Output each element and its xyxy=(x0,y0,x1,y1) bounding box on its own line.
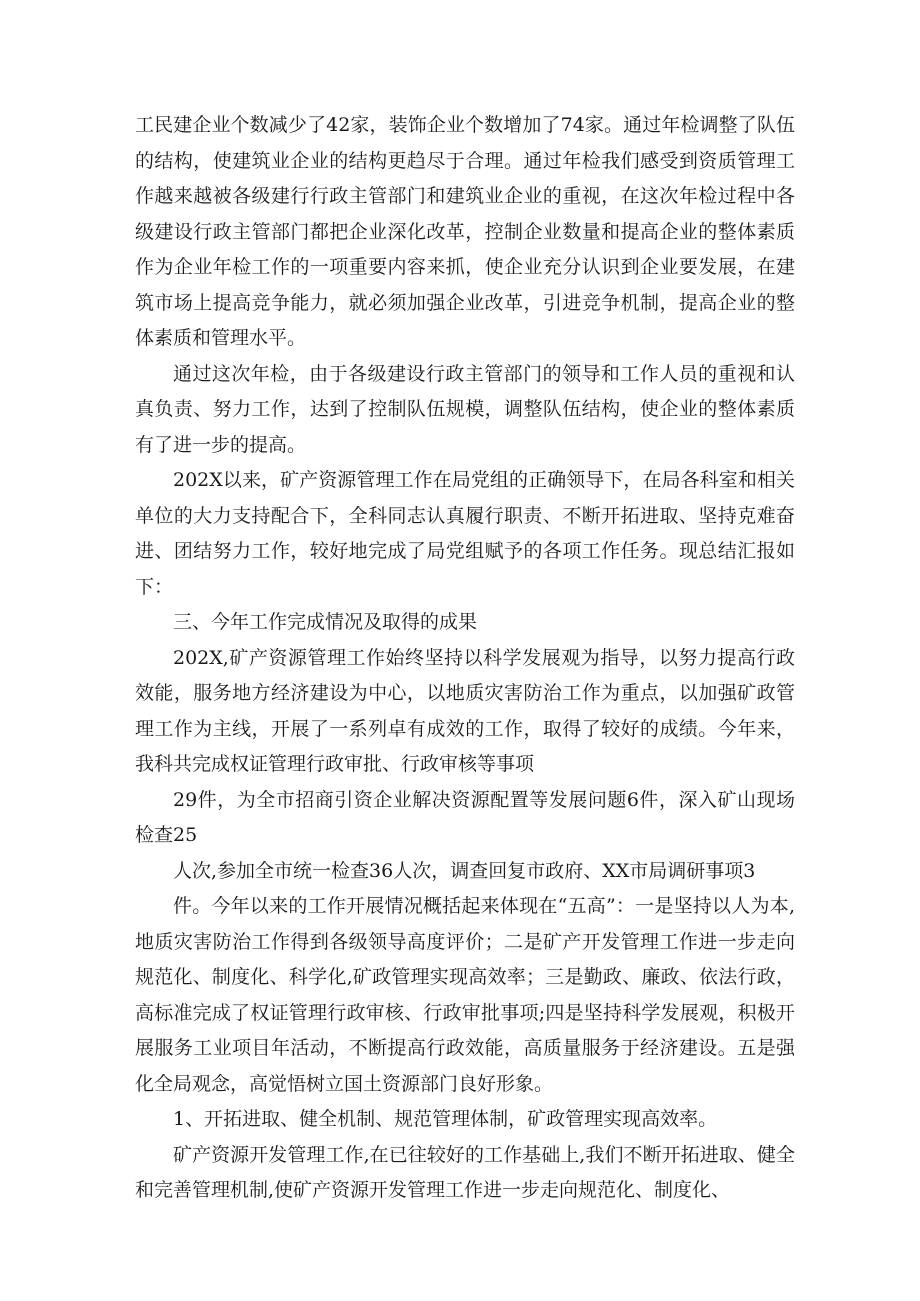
paragraph-1: 工民建企业个数减少了42家，装饰企业个数增加了74家。通过年检调整了队伍的结构，使建筑业企业的结构更趋尽于合理。通过年检我们感受到资质管理工作越来越被各级建行行政主管部门和建筑业企业的重视，在这次年检过程中各级建设行政主管部门都把企业深化改革，控制企业数量和提高企业的整体素质作为企业年检工作的一项重要内容来抓，使企业充分认识到企业要发展，在建筑市场上提高竞争能力，就必须加强企业改革，引进竞争机制，提高企业的整体素质和管理水平。 xyxy=(135,114,795,349)
paragraph-3: 202X以来，矿产资源管理工作在局党组的正确领导下，在局各科室和相关单位的大力支持配合下，全科同志认真履行职责、不断开拓进取、坚持克难奋进、团结努力工作，较好地完成了局党组赋予的各项工作任务。现总结汇报如下： xyxy=(135,469,795,598)
document-body xyxy=(135,108,795,1209)
paragraph-5: 29件，为全市招商引资企业解决资源配置等发展问题6件，深入矿山现场检查25 xyxy=(135,788,795,846)
subsection-heading: 1、开拓进取、健全机制、规范管理体制，矿政管理实现高效率。 xyxy=(173,1108,718,1130)
paragraph-2: 通过这次年检，由于各级建设行政主管部门的领导和工作人员的重视和认真负责、努力工作，达到了控制队伍规模，调整队伍结构，使企业的整体素质有了进一步的提高。 xyxy=(135,362,795,456)
paragraph-6: 人次,参加全市统一检查36人次，调查回复市政府、XX市局调研事项3 xyxy=(173,859,756,882)
paragraph-7: 件。今年以来的工作开展情况概括起来体现在“五高”：一是坚持以人为本,地质灾害防治工作得到各级领导高度评价；二是矿产开发管理工作进一步走向规范化、制度化、科学化,矿政管理实现高效率；三是勤政、廉政、依法行政，高标准完成了权证管理行政审核、行政审批事项;四是坚持科学发展观，积极开展服务工业项目年活动，不断提高行政效能，高质量服务于经济建设。五是强化全局观念，高觉悟树立国土资源部门良好形象。 xyxy=(135,895,795,1095)
paragraph-4: 202X,矿产资源管理工作始终坚持以科学发展观为指导，以努力提高行政效能，服务地方经济建设为中心，以地质灾害防治工作为重点，以加强矿政管理工作为主线，开展了一系列卓有成效的工作，取得了较好的成绩。今年来，我科共完成权证管理行政审批、行政审核等事项 xyxy=(135,646,795,775)
paragraph-8: 矿产资源开发管理工作,在已往较好的工作基础上,我们不断开拓进取、健全和完善管理机制,使矿产资源开发管理工作进一步走向规范化、制度化、 xyxy=(135,1143,795,1201)
section-heading: 三、今年工作完成情况及取得的成果 xyxy=(173,611,478,633)
